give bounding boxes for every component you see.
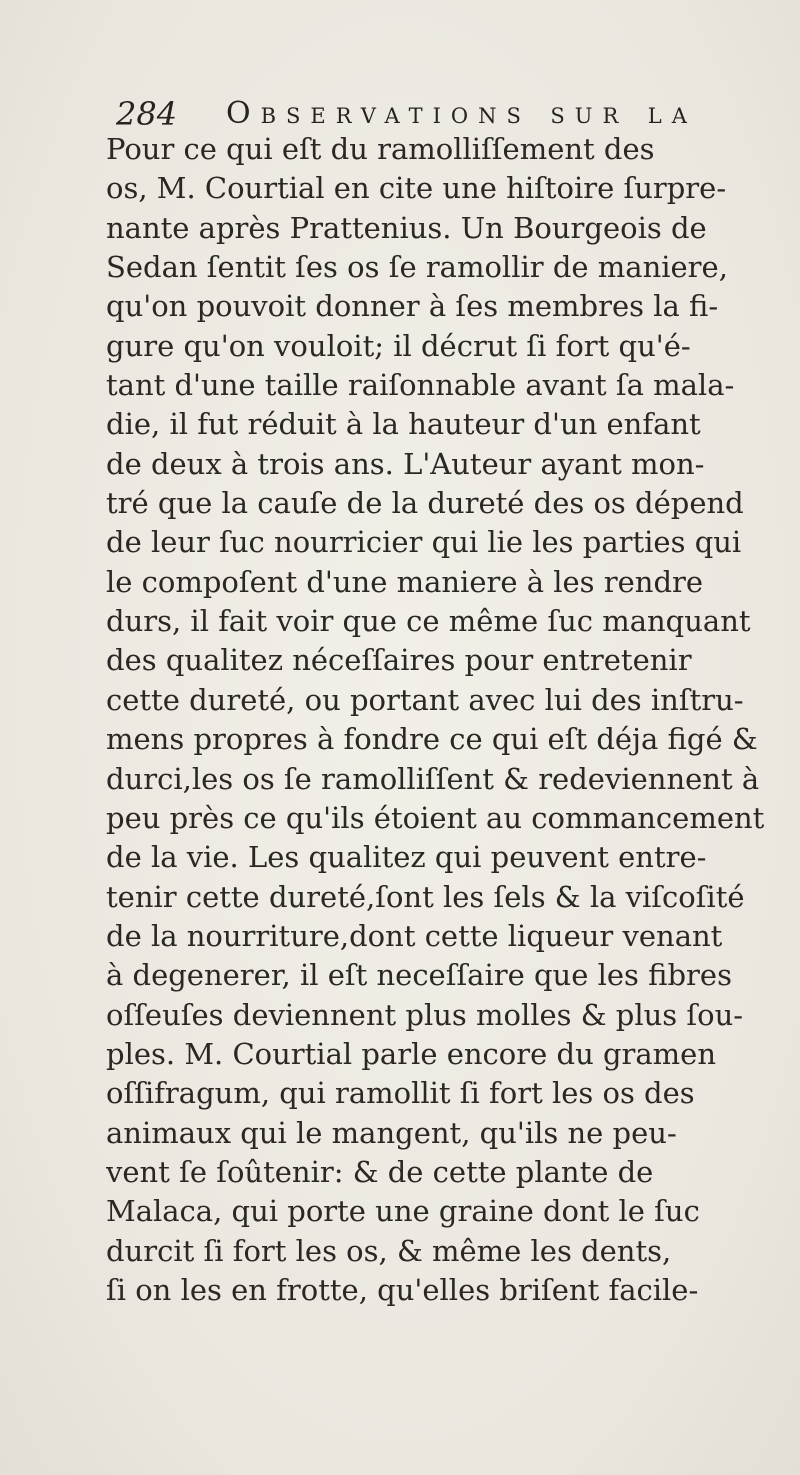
text-line: nante après Prattenius. Un Bourgeois de [106,210,707,245]
text-line: tant d'une taille raiſonnable avant ſa mala- [106,368,735,403]
body-text [106,130,771,1310]
text-line: à degenerer, il eſt neceſſaire que les fibres [106,958,732,993]
text-line: des qualitez néceſſaires pour entretenir [106,643,692,678]
text-line: de la vie. Les qualitez qui peuvent entre- [106,840,707,875]
text-line: animaux qui le mangent, qu'ils ne peu- [106,1115,677,1150]
running-head: Observations sur la [226,96,697,131]
text-line: mens propres à fondre ce qui eſt déja figé & [106,722,758,757]
text-line: Malaca, qui porte une graine dont le ſuc [106,1194,700,1229]
text-line: cette dureté, ou portant avec lui des inſtru- [106,682,744,717]
text-line: Pour ce qui eſt du ramolliſſement des [106,132,655,166]
text-line: durcit ſi fort les os, & même les dents, [106,1233,672,1268]
text-line: vent ſe ſoûtenir: & de cette plante de [106,1154,654,1189]
text-line: le compoſent d'une maniere à les rendre [106,564,704,599]
text-line: oſſeuſes deviennent plus molles & plus ſou- [106,997,744,1032]
page-number: 284 [116,95,178,133]
text-line: ples. M. Courtial parle encore du gramen [106,1036,717,1071]
text-line: durci,les os ſe ramolliſſent & redeviennent à [106,761,760,796]
text-line: oſſifragum, qui ramollit ſi fort les os des [106,1076,695,1111]
text-line: de deux à trois ans. L'Auteur ayant mon- [106,446,705,481]
text-line: durs, il fait voir que ce même ſuc manquant [106,604,751,639]
text-line: de leur ſuc nourricier qui lie les parties qui [106,525,742,560]
text-line: qu'on pouvoit donner à ſes membres la fi- [106,289,719,324]
text-line: Sedan ſentit ſes os ſe ramollir de maniere, [106,250,728,285]
text-line: tenir cette dureté,ſont les ſels & la viſcoſité [106,879,745,914]
text-line: de la nourriture,dont cette liqueur venant [106,918,723,953]
text-line: gure qu'on vouloit; il décrut ſi fort qu'é- [106,328,691,363]
text-line: die, il fut réduit à la hauteur d'un enfant [106,407,701,442]
text-line: tré que la cauſe de la dureté des os dépend [106,486,744,521]
text-line: os, M. Courtial en cite une hiſtoire ſurpre- [106,171,727,206]
text-line: ſi on les en frotte, qu'elles briſent facile- [106,1272,699,1307]
text-line: peu près ce qu'ils étoient au commancement [106,800,765,835]
